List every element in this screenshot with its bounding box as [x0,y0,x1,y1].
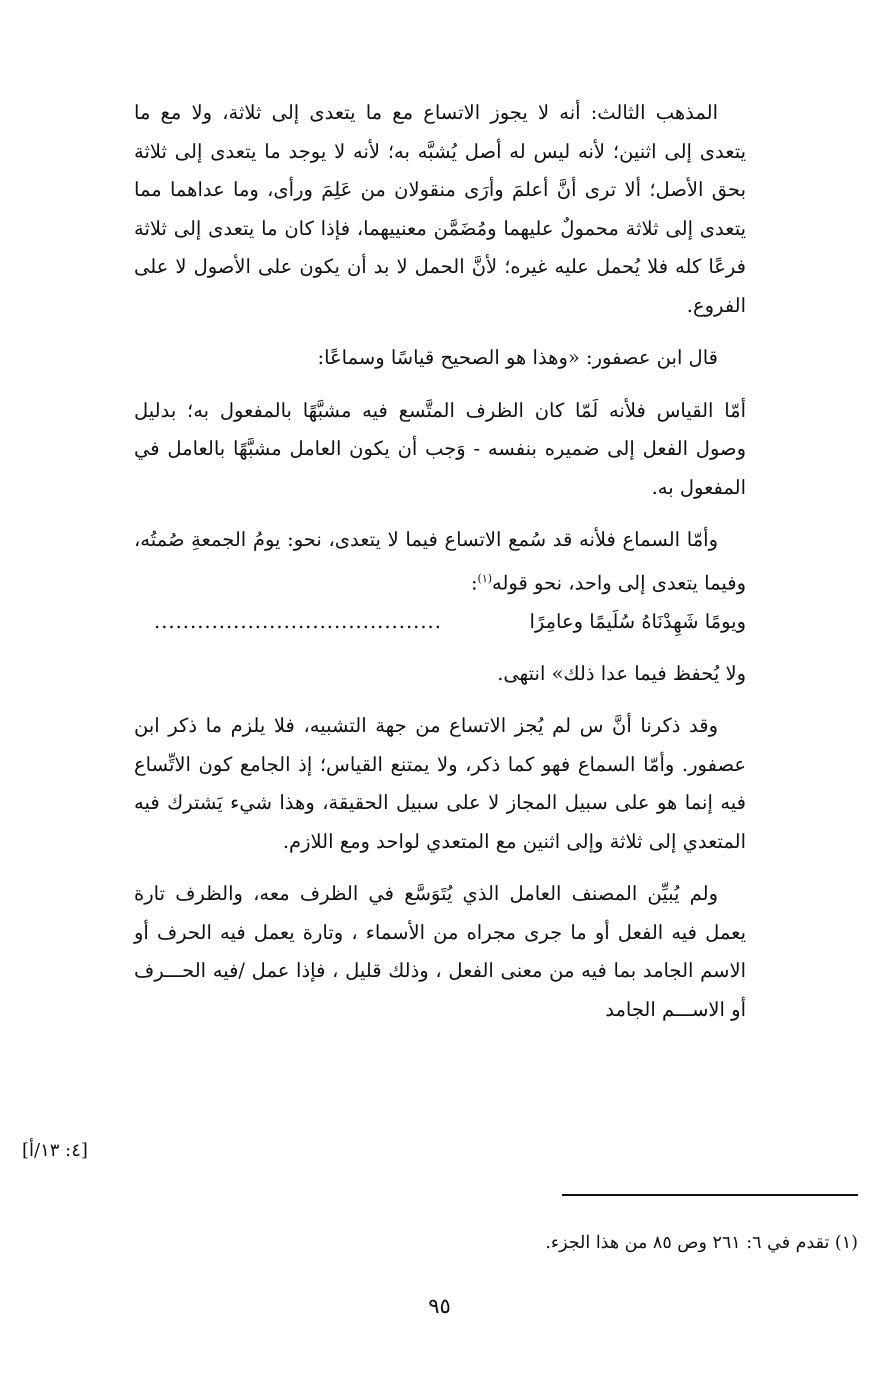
footnote: (١) تقدم في ٦: ٢٦١ وص ٨٥ من هذا الجزء. [545,1233,858,1253]
footnote-marker: (١) [477,571,493,585]
paragraph-samaa-text: وأمّا السماع فلأنه قد سُمع الاتساع فيما لا يتعدى، نحو: يومُ الجمعةِ صُمتُه، وفيما يتعدى إلى واحد، نحو قوله [134,528,746,594]
page-number: ٩٥ [428,1294,451,1318]
verse-first-hemistich: ويومًا شَهِدْنَاهُ سُلَيمًا وعامِرًا [529,609,746,633]
paragraph-end-quote: ولا يُحفظ فيما عدا ذلك» انتهى. [497,661,746,685]
paragraph-author-response: وقد ذكرنا أنَّ س لم يُجز الاتساع من جهة التشبيه، فلا يلزم ما ذكر ابن عصفور. وأمّا السماع فهو كما ذكر، ولا يمتنع القياس؛ إذ الجامع كون الاتِّساع فيه إنما هو على سبيل المجاز لا على سبيل الحقيقة، وهذا شيء يَشترك فيه المتعدي إلى ثلاثة وإلى اثنين مع المتعدي لواحد ومع اللازم. [134,714,746,853]
paragraph-samaa [134,521,746,603]
paragraph-third-school: المذهب الثالث: أنه لا يجوز الاتساع مع ما يتعدى إلى ثلاثة، ولا مع ما يتعدى إلى اثنين؛ لأنه ليس له أصل يُشبَّه به؛ لأنه لا يوجد ما يتعدى إلى ثلاثة بحق الأصل؛ ألا ترى أنَّ أعلمَ وأرَى منقولان من عَلِمَ ورأى، وما عداهما مما يتعدى إلى ثلاثة محمولٌ عليهما ومُضَمَّن معنييهما، فإذا كان ما يتعدى إلى ثلاثة فرعًا كله فلا يُحمل عليه غيره؛ لأنَّ الحمل لا بد أن يكون على الأصول لا على الفروع. [134,101,746,317]
paragraph-ibn-usfur-quote: قال ابن عصفور: «وهذا هو الصحيح قياسًا وسماعًا: [317,346,718,369]
paragraph-governing-factor: ولم يُبيِّن المصنف العامل الذي يُتَوَسَّع في الظرف معه، والظرف تارة يعمل فيه الفعل أو ما جرى مجراه من الأسماء ، وتارة يعمل فيه الحرف أو الاسم الجامد بما فيه من معنى الفعل ، وذلك قليل ، فإذا عمل /فيه الحـــرف أو الاســـم الجامد [134,882,746,1021]
paragraph-qiyas: أمّا القياس فلأنه لَمّا كان الظرف المتَّسع فيه مشبَّهًا بالمفعول به؛ بدليل وصول الفعل إلى ضميره بنفسه - وَجب أن يكون العامل مشبَّهًا بالعامل في المفعول به. [134,398,746,499]
manuscript-folio-reference: [٤: ١٣/أ] [22,1140,88,1161]
poetry-verse [134,603,746,641]
main-text [134,94,746,1029]
footnote-separator-rule [562,1194,858,1196]
paragraph-samaa-colon: : [470,571,478,594]
verse-ellipsis-dots: ........................................ [154,609,442,633]
